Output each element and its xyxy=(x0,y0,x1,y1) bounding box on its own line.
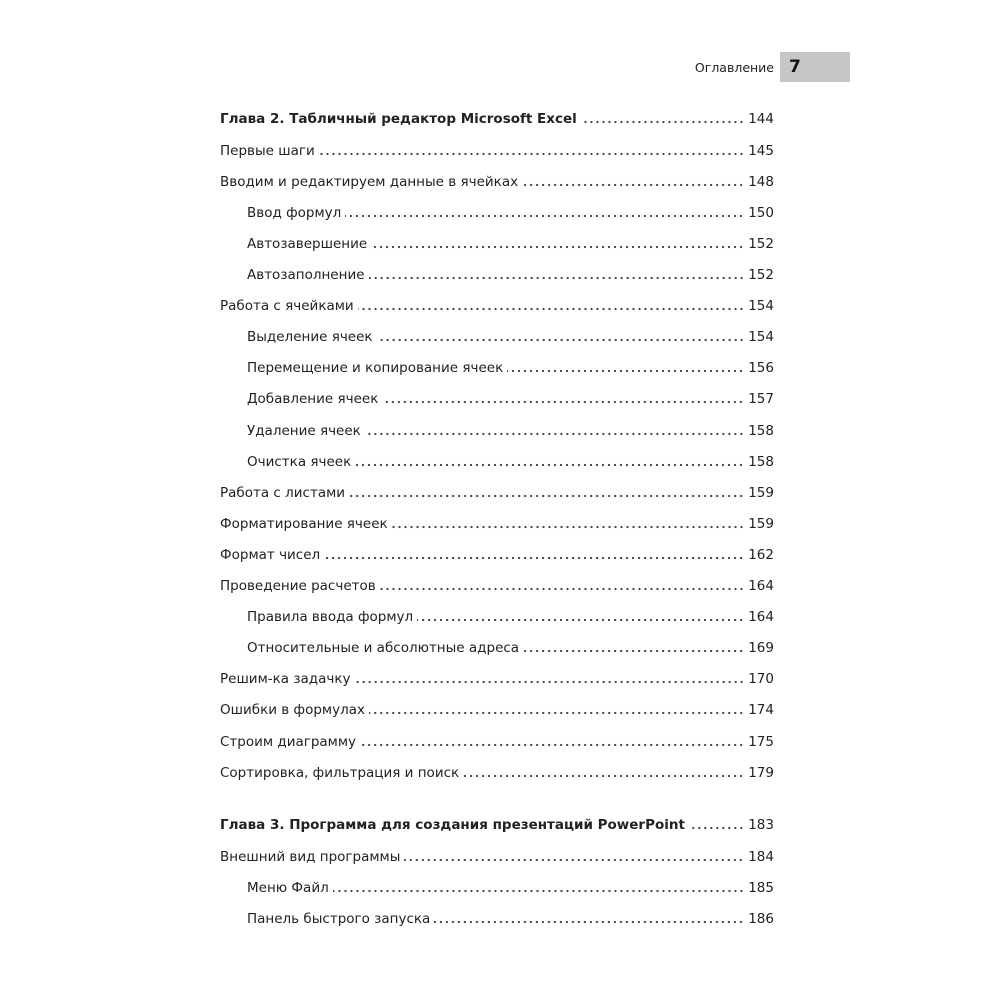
toc-entry-label: Автозавершение xyxy=(247,236,368,252)
toc-page-number: 174 xyxy=(748,702,774,718)
toc-page-number: 150 xyxy=(748,205,774,221)
toc-chapter-3[interactable] xyxy=(220,812,774,834)
toc-entry-label: Очистка ячеек xyxy=(247,454,352,470)
toc-entry[interactable] xyxy=(220,542,774,564)
chapter-title: Табличный редактор Microsoft Excel xyxy=(289,111,577,127)
toc-entry-label: Перемещение и копирование ячеек xyxy=(247,360,504,376)
toc-entry-label: Меню Файл xyxy=(247,880,329,896)
toc-page-number: 145 xyxy=(748,143,774,159)
toc-subentry[interactable] xyxy=(247,418,774,440)
toc-subentry[interactable] xyxy=(247,604,774,626)
toc-chapter-2[interactable] xyxy=(220,106,774,128)
leader-dots xyxy=(689,826,744,830)
toc-subentry[interactable] xyxy=(247,875,774,897)
chapter-title: Программа для создания презентаций PowerPoint xyxy=(289,817,685,833)
toc-entry-label: Решим-ка задачку xyxy=(220,671,351,687)
toc-subentry[interactable] xyxy=(247,386,774,408)
toc-entry-label: Работа с ячейками xyxy=(220,298,354,314)
toc-page-number: 184 xyxy=(748,849,774,865)
toc-page-number: 148 xyxy=(748,174,774,190)
running-head-title: Оглавление xyxy=(694,60,774,75)
leader-dots xyxy=(360,743,744,747)
toc-entry-label: Ошибки в формулах xyxy=(220,702,365,718)
toc-subentry[interactable] xyxy=(247,449,774,471)
toc-entry-label: Первые шаги xyxy=(220,143,315,159)
leader-dots xyxy=(377,338,745,342)
toc-entry-label: Ввод формул xyxy=(247,205,342,221)
toc-entry[interactable] xyxy=(220,760,774,782)
leader-dots xyxy=(434,920,744,924)
toc-entry-label: Внешний вид программы xyxy=(220,849,401,865)
leader-dots xyxy=(319,152,744,156)
page-number: 7 xyxy=(789,57,801,77)
leader-dots xyxy=(345,214,744,218)
leader-dots xyxy=(371,245,744,249)
leader-dots xyxy=(324,556,744,560)
toc-entry-label: Проведение расчетов xyxy=(220,578,376,594)
toc-entry-label: Добавление ячеек xyxy=(247,391,379,407)
toc-page-number: 186 xyxy=(748,911,774,927)
toc-entry-label: Автозаполнение xyxy=(247,267,365,283)
toc-page-number: 154 xyxy=(748,298,774,314)
leader-dots xyxy=(581,120,744,124)
toc-page-number: 159 xyxy=(748,485,774,501)
toc-entry[interactable] xyxy=(220,138,774,160)
leader-dots xyxy=(349,494,744,498)
toc-entry[interactable] xyxy=(220,729,774,751)
leader-dots xyxy=(392,525,745,529)
toc-page-number: 179 xyxy=(748,765,774,781)
leader-dots xyxy=(365,432,744,436)
toc-subentry[interactable] xyxy=(247,324,774,346)
toc-page-number: 158 xyxy=(748,454,774,470)
toc-entry-label: Работа с листами xyxy=(220,485,346,501)
leader-dots xyxy=(404,858,744,862)
toc-entry[interactable] xyxy=(220,169,774,191)
toc-entry[interactable] xyxy=(220,666,774,688)
leader-dots xyxy=(463,774,744,778)
leader-dots xyxy=(369,711,744,715)
toc-entry[interactable] xyxy=(220,573,774,595)
toc-subentry[interactable] xyxy=(247,355,774,377)
leader-dots xyxy=(523,649,744,653)
toc-page-number: 152 xyxy=(748,267,774,283)
toc-page-number: 164 xyxy=(748,578,774,594)
toc-subentry[interactable] xyxy=(247,635,774,657)
toc-page-number: 159 xyxy=(748,516,774,532)
toc-entry-label: Правила ввода формул xyxy=(247,609,414,625)
toc-entry[interactable] xyxy=(220,480,774,502)
toc-entry-label: Удаление ячеек xyxy=(247,423,361,439)
toc-subentry[interactable] xyxy=(247,231,774,253)
leader-dots xyxy=(507,369,744,373)
leader-dots xyxy=(382,400,744,404)
chapter-number: Глава 2. xyxy=(220,111,285,127)
toc-entry-label: Вводим и редактируем данные в ячейках xyxy=(220,174,519,190)
toc-entry-label: Панель быстрого запуска xyxy=(247,911,431,927)
chapter-number: Глава 3. xyxy=(220,817,285,833)
leader-dots xyxy=(358,307,745,311)
leader-dots xyxy=(333,889,744,893)
toc-entry[interactable] xyxy=(220,293,774,315)
toc-page-number: 185 xyxy=(748,880,774,896)
leader-dots xyxy=(522,183,744,187)
toc-entry[interactable] xyxy=(220,511,774,533)
toc-chapter-label xyxy=(220,110,581,128)
toc-entry-label: Относительные и абсолютные адреса xyxy=(247,640,520,656)
toc-page-number: 157 xyxy=(748,391,774,407)
leader-dots xyxy=(417,618,744,622)
toc-entry-label: Форматирование ячеек xyxy=(220,516,388,532)
toc-entry-label: Формат чисел xyxy=(220,547,321,563)
toc-page-number: 144 xyxy=(748,111,774,127)
toc-page-number: 175 xyxy=(748,734,774,750)
toc-page-number: 164 xyxy=(748,609,774,625)
toc-page-number: 156 xyxy=(748,360,774,376)
toc-subentry[interactable] xyxy=(247,906,774,928)
toc-page-number: 154 xyxy=(748,329,774,345)
leader-dots xyxy=(380,587,745,591)
toc-page-number: 170 xyxy=(748,671,774,687)
leader-dots xyxy=(369,276,745,280)
toc-subentry[interactable] xyxy=(247,262,774,284)
toc-page-number: 152 xyxy=(748,236,774,252)
toc-entry-label: Выделение ячеек xyxy=(247,329,373,345)
toc-subentry[interactable] xyxy=(247,200,774,222)
leader-dots xyxy=(355,680,745,684)
toc-entry[interactable] xyxy=(220,697,774,719)
leader-dots xyxy=(355,463,744,467)
toc-page-number: 169 xyxy=(748,640,774,656)
toc-chapter-label xyxy=(220,816,689,834)
toc-page-number: 162 xyxy=(748,547,774,563)
toc-entry[interactable] xyxy=(220,844,774,866)
toc-page-number: 183 xyxy=(748,817,774,833)
toc-entry-label: Строим диаграмму xyxy=(220,734,357,750)
toc-entry-label: Сортировка, фильтрация и поиск xyxy=(220,765,460,781)
toc-page-number: 158 xyxy=(748,423,774,439)
